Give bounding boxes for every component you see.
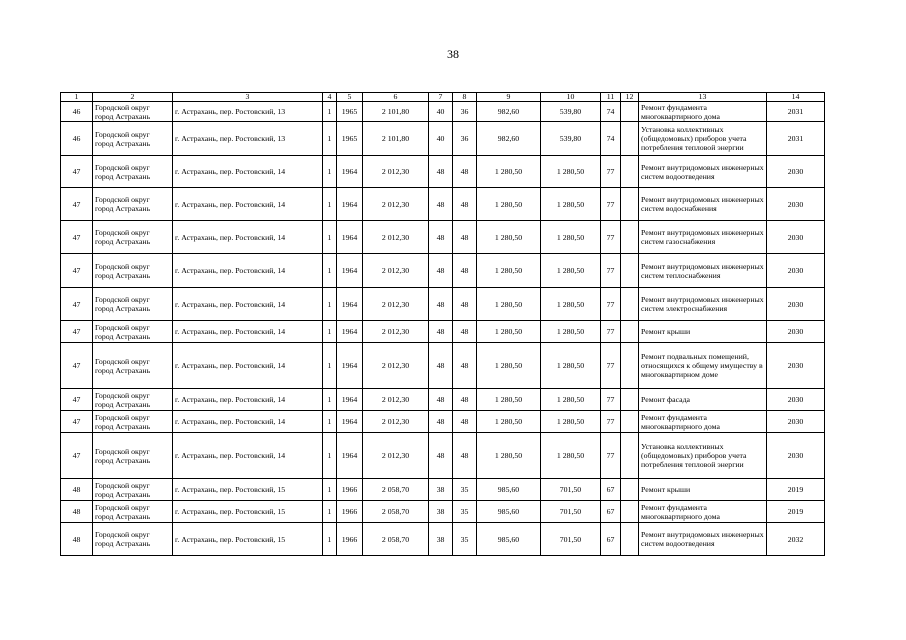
table-cell-7: 48: [429, 254, 453, 288]
table-cell-2: Городской округ город Астрахань: [93, 102, 173, 122]
table-cell-3: г. Астрахань, пер. Ростовский, 14: [173, 156, 323, 188]
table-cell-5: 1964: [337, 411, 363, 433]
table-cell-9: 982,60: [477, 102, 541, 122]
table-cell-14: 2030: [767, 321, 825, 343]
table-cell-9: 1 280,50: [477, 156, 541, 188]
table-cell-9: 1 280,50: [477, 389, 541, 411]
table-cell-9: 985,60: [477, 501, 541, 523]
table-cell-7: 48: [429, 321, 453, 343]
table-cell-3: г. Астрахань, пер. Ростовский, 14: [173, 321, 323, 343]
table-cell-9: 1 280,50: [477, 288, 541, 321]
table-cell-14: 2030: [767, 288, 825, 321]
table-cell-7: 48: [429, 188, 453, 221]
table-cell-4: 1: [323, 389, 337, 411]
table-cell-14: 2030: [767, 221, 825, 254]
table-cell-14: 2030: [767, 343, 825, 389]
table-cell-2: Городской округ город Астрахань: [93, 321, 173, 343]
table-cell-8: 48: [453, 343, 477, 389]
table-cell-11: 67: [601, 479, 621, 501]
table-cell-11: 67: [601, 501, 621, 523]
table-cell-4: 1: [323, 321, 337, 343]
table-cell-9: 1 280,50: [477, 411, 541, 433]
table-cell-13: Ремонт крыши: [639, 479, 767, 501]
table-cell-12: [621, 411, 639, 433]
table-cell-10: 1 280,50: [541, 188, 601, 221]
table-body: [61, 93, 825, 556]
table-cell-10: 1 280,50: [541, 321, 601, 343]
table-cell-3: г. Астрахань, пер. Ростовский, 13: [173, 122, 323, 156]
table-cell-12: [621, 389, 639, 411]
table-cell-1: 47: [61, 156, 93, 188]
table-cell-12: [621, 343, 639, 389]
table-cell-12: [621, 479, 639, 501]
table-cell-7: 48: [429, 288, 453, 321]
column-header: 1: [61, 93, 93, 102]
capital-repair-table: [60, 92, 825, 556]
table-cell-2: Городской округ город Астрахань: [93, 188, 173, 221]
table-cell-6: 2 058,70: [363, 479, 429, 501]
table-cell-5: 1964: [337, 343, 363, 389]
table-cell-5: 1964: [337, 288, 363, 321]
table-row: [61, 188, 825, 221]
table-cell-1: 47: [61, 411, 93, 433]
table-cell-8: 48: [453, 389, 477, 411]
table-cell-1: 47: [61, 321, 93, 343]
table-cell-10: 1 280,50: [541, 389, 601, 411]
table-cell-14: 2031: [767, 102, 825, 122]
table-cell-10: 1 280,50: [541, 254, 601, 288]
column-header: 4: [323, 93, 337, 102]
table-cell-5: 1964: [337, 433, 363, 479]
column-header: 6: [363, 93, 429, 102]
table-cell-14: 2030: [767, 188, 825, 221]
table-cell-11: 77: [601, 156, 621, 188]
table-cell-7: 40: [429, 102, 453, 122]
table-cell-4: 1: [323, 411, 337, 433]
table-cell-3: г. Астрахань, пер. Ростовский, 14: [173, 433, 323, 479]
table-cell-11: 67: [601, 523, 621, 556]
table-cell-14: 2030: [767, 156, 825, 188]
table-cell-8: 36: [453, 122, 477, 156]
table-cell-7: 38: [429, 479, 453, 501]
table-cell-1: 48: [61, 523, 93, 556]
column-header: 10: [541, 93, 601, 102]
table-cell-5: 1965: [337, 102, 363, 122]
table-cell-12: [621, 188, 639, 221]
table-cell-11: 77: [601, 288, 621, 321]
table-row: [61, 156, 825, 188]
table-cell-2: Городской округ город Астрахань: [93, 254, 173, 288]
column-header: 14: [767, 93, 825, 102]
table-cell-8: 48: [453, 221, 477, 254]
table-cell-1: 47: [61, 389, 93, 411]
table-cell-11: 77: [601, 389, 621, 411]
table-cell-7: 48: [429, 411, 453, 433]
table-cell-9: 985,60: [477, 523, 541, 556]
table-cell-14: 2030: [767, 411, 825, 433]
table-cell-11: 77: [601, 411, 621, 433]
table-cell-10: 701,50: [541, 501, 601, 523]
table-cell-3: г. Астрахань, пер. Ростовский, 14: [173, 343, 323, 389]
table-cell-10: 701,50: [541, 523, 601, 556]
table-cell-8: 35: [453, 479, 477, 501]
table-row: [61, 221, 825, 254]
table-cell-6: 2 012,30: [363, 156, 429, 188]
table-cell-9: 1 280,50: [477, 254, 541, 288]
column-header: 5: [337, 93, 363, 102]
column-header: 13: [639, 93, 767, 102]
table-cell-13: Ремонт фундамента многоквартирного дома: [639, 501, 767, 523]
table-cell-8: 48: [453, 188, 477, 221]
table-cell-3: г. Астрахань, пер. Ростовский, 14: [173, 188, 323, 221]
table-cell-13: Ремонт крыши: [639, 321, 767, 343]
table-cell-14: 2019: [767, 479, 825, 501]
table-cell-5: 1965: [337, 122, 363, 156]
table-row: [61, 501, 825, 523]
column-header: 2: [93, 93, 173, 102]
table-cell-2: Городской округ город Астрахань: [93, 389, 173, 411]
table-cell-11: 77: [601, 254, 621, 288]
table-cell-3: г. Астрахань, пер. Ростовский, 14: [173, 288, 323, 321]
table-cell-1: 47: [61, 288, 93, 321]
table-cell-7: 48: [429, 221, 453, 254]
table-row: [61, 288, 825, 321]
table-cell-6: 2 101,80: [363, 122, 429, 156]
table-cell-14: 2031: [767, 122, 825, 156]
table-cell-1: 47: [61, 221, 93, 254]
column-header: 12: [621, 93, 639, 102]
table-cell-6: 2 012,30: [363, 188, 429, 221]
table-cell-5: 1964: [337, 321, 363, 343]
page-number: 38: [447, 47, 459, 61]
table-cell-8: 36: [453, 102, 477, 122]
table-cell-13: Ремонт внутридомовых инженерных систем водоотведения: [639, 523, 767, 556]
table-cell-9: 1 280,50: [477, 433, 541, 479]
table-cell-5: 1964: [337, 221, 363, 254]
table-cell-6: 2 012,30: [363, 343, 429, 389]
column-header: 3: [173, 93, 323, 102]
table-cell-13: Ремонт подвальных помещений, относящихся к общему имуществу в многоквартирном доме: [639, 343, 767, 389]
table-cell-4: 1: [323, 433, 337, 479]
table-cell-13: Ремонт фундамента многоквартирного дома: [639, 102, 767, 122]
table-row: [61, 523, 825, 556]
table-cell-6: 2 012,30: [363, 389, 429, 411]
table-cell-4: 1: [323, 102, 337, 122]
table-cell-6: 2 012,30: [363, 321, 429, 343]
table-cell-9: 982,60: [477, 122, 541, 156]
table-cell-10: 701,50: [541, 479, 601, 501]
table-row: [61, 254, 825, 288]
table-cell-13: Ремонт фасада: [639, 389, 767, 411]
table-cell-12: [621, 321, 639, 343]
table-cell-4: 1: [323, 479, 337, 501]
table-cell-2: Городской округ город Астрахань: [93, 479, 173, 501]
table-cell-3: г. Астрахань, пер. Ростовский, 14: [173, 411, 323, 433]
table-cell-14: 2032: [767, 523, 825, 556]
table-cell-6: 2 012,30: [363, 288, 429, 321]
table-cell-2: Городской округ город Астрахань: [93, 411, 173, 433]
table-cell-1: 47: [61, 188, 93, 221]
table-cell-2: Городской округ город Астрахань: [93, 156, 173, 188]
table-cell-4: 1: [323, 188, 337, 221]
table-cell-4: 1: [323, 523, 337, 556]
table-cell-1: 47: [61, 433, 93, 479]
table-cell-3: г. Астрахань, пер. Ростовский, 14: [173, 254, 323, 288]
table-cell-7: 48: [429, 156, 453, 188]
table-cell-5: 1964: [337, 188, 363, 221]
table-cell-3: г. Астрахань, пер. Ростовский, 13: [173, 102, 323, 122]
table-cell-13: Ремонт внутридомовых инженерных систем водоотведения: [639, 156, 767, 188]
table-cell-3: г. Астрахань, пер. Ростовский, 15: [173, 501, 323, 523]
table-cell-8: 35: [453, 501, 477, 523]
table-cell-10: 539,80: [541, 122, 601, 156]
table-row: [61, 411, 825, 433]
table-cell-6: 2 012,30: [363, 411, 429, 433]
table-cell-14: 2019: [767, 501, 825, 523]
table-cell-8: 48: [453, 433, 477, 479]
table-cell-2: Городской округ город Астрахань: [93, 288, 173, 321]
table-cell-12: [621, 156, 639, 188]
table-cell-7: 48: [429, 343, 453, 389]
table-cell-10: 1 280,50: [541, 433, 601, 479]
table-cell-9: 985,60: [477, 479, 541, 501]
table-cell-12: [621, 288, 639, 321]
table-row: [61, 102, 825, 122]
table-cell-3: г. Астрахань, пер. Ростовский, 14: [173, 389, 323, 411]
table-cell-8: 48: [453, 411, 477, 433]
table-cell-4: 1: [323, 254, 337, 288]
table-cell-5: 1964: [337, 156, 363, 188]
table-cell-10: 539,80: [541, 102, 601, 122]
table-cell-8: 48: [453, 254, 477, 288]
header-row: [61, 93, 825, 102]
table-cell-6: 2 012,30: [363, 433, 429, 479]
table-cell-4: 1: [323, 501, 337, 523]
table-cell-8: 48: [453, 156, 477, 188]
table-cell-9: 1 280,50: [477, 188, 541, 221]
table-cell-6: 2 012,30: [363, 221, 429, 254]
table-cell-3: г. Астрахань, пер. Ростовский, 14: [173, 221, 323, 254]
table-row: [61, 122, 825, 156]
table-row: [61, 479, 825, 501]
table-cell-1: 46: [61, 122, 93, 156]
table-cell-1: 47: [61, 343, 93, 389]
column-header: 11: [601, 93, 621, 102]
table-cell-13: Ремонт внутридомовых инженерных систем электроснабжения: [639, 288, 767, 321]
table-cell-7: 38: [429, 523, 453, 556]
column-header: 7: [429, 93, 453, 102]
table-cell-12: [621, 523, 639, 556]
table-cell-5: 1964: [337, 254, 363, 288]
table-cell-7: 48: [429, 433, 453, 479]
column-header: 9: [477, 93, 541, 102]
table-cell-12: [621, 122, 639, 156]
table-cell-6: 2 101,80: [363, 102, 429, 122]
table-cell-6: 2 012,30: [363, 254, 429, 288]
table-cell-2: Городской округ город Астрахань: [93, 122, 173, 156]
table-cell-5: 1964: [337, 389, 363, 411]
table-cell-2: Городской округ город Астрахань: [93, 433, 173, 479]
table-cell-13: Ремонт внутридомовых инженерных систем теплоснабжения: [639, 254, 767, 288]
table-cell-12: [621, 433, 639, 479]
table-cell-10: 1 280,50: [541, 343, 601, 389]
table-cell-11: 77: [601, 433, 621, 479]
table-cell-14: 2030: [767, 254, 825, 288]
table-cell-13: Ремонт внутридомовых инженерных систем газоснабжения: [639, 221, 767, 254]
table-cell-7: 40: [429, 122, 453, 156]
table-cell-8: 48: [453, 288, 477, 321]
table-cell-14: 2030: [767, 433, 825, 479]
table-cell-11: 77: [601, 321, 621, 343]
table-cell-7: 38: [429, 501, 453, 523]
table-cell-4: 1: [323, 156, 337, 188]
table-cell-12: [621, 254, 639, 288]
table-cell-10: 1 280,50: [541, 156, 601, 188]
table-cell-10: 1 280,50: [541, 221, 601, 254]
table-cell-2: Городской округ город Астрахань: [93, 343, 173, 389]
table-row: [61, 433, 825, 479]
table-cell-13: Установка коллективных (общедомовых) приборов учета потребления тепловой энергии: [639, 122, 767, 156]
table-cell-1: 48: [61, 501, 93, 523]
table-cell-2: Городской округ город Астрахань: [93, 221, 173, 254]
table-cell-1: 48: [61, 479, 93, 501]
table-cell-13: Установка коллективных (общедомовых) приборов учета потребления тепловой энергии: [639, 433, 767, 479]
table-cell-4: 1: [323, 288, 337, 321]
table-cell-11: 77: [601, 343, 621, 389]
table-row: [61, 321, 825, 343]
table-cell-3: г. Астрахань, пер. Ростовский, 15: [173, 523, 323, 556]
table-cell-7: 48: [429, 389, 453, 411]
table-cell-8: 48: [453, 321, 477, 343]
table-cell-8: 35: [453, 523, 477, 556]
table-cell-6: 2 058,70: [363, 501, 429, 523]
table-cell-1: 46: [61, 102, 93, 122]
table-cell-14: 2030: [767, 389, 825, 411]
table-cell-11: 77: [601, 188, 621, 221]
table-cell-6: 2 058,70: [363, 523, 429, 556]
table-cell-11: 77: [601, 221, 621, 254]
table-cell-9: 1 280,50: [477, 221, 541, 254]
table-row: [61, 389, 825, 411]
table-cell-2: Городской округ город Астрахань: [93, 523, 173, 556]
table-cell-1: 47: [61, 254, 93, 288]
table-cell-2: Городской округ город Астрахань: [93, 501, 173, 523]
table-cell-5: 1966: [337, 523, 363, 556]
table-cell-13: Ремонт внутридомовых инженерных систем водоснабжения: [639, 188, 767, 221]
table-cell-9: 1 280,50: [477, 343, 541, 389]
table-cell-3: г. Астрахань, пер. Ростовский, 15: [173, 479, 323, 501]
table-cell-9: 1 280,50: [477, 321, 541, 343]
table-cell-10: 1 280,50: [541, 411, 601, 433]
table-cell-4: 1: [323, 343, 337, 389]
table-row: [61, 343, 825, 389]
table-cell-13: Ремонт фундамента многоквартирного дома: [639, 411, 767, 433]
table-cell-12: [621, 221, 639, 254]
table-cell-11: 74: [601, 122, 621, 156]
table-cell-4: 1: [323, 122, 337, 156]
table-cell-4: 1: [323, 221, 337, 254]
table-cell-12: [621, 102, 639, 122]
table-cell-11: 74: [601, 102, 621, 122]
table-cell-12: [621, 501, 639, 523]
table-cell-10: 1 280,50: [541, 288, 601, 321]
table-cell-5: 1966: [337, 501, 363, 523]
column-header: 8: [453, 93, 477, 102]
table-cell-5: 1966: [337, 479, 363, 501]
